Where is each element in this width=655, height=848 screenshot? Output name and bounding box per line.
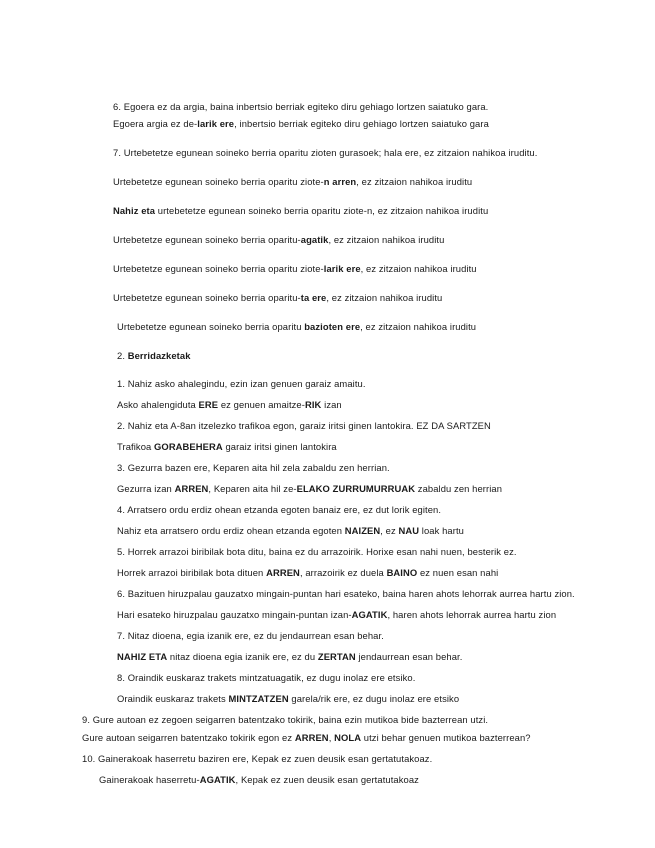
text-line	[113, 118, 489, 130]
text-run: garela/rik ere, ez dugu inolaz ere etsiko	[288, 693, 460, 704]
bold-text: ARREN	[266, 567, 300, 578]
text-run: 5. Horrek arrazoi biribilak bota ditu, baina ez du arrazoirik. Horixe esan nahi nuen, besterik ez.	[117, 546, 517, 557]
bold-text: n arren	[323, 176, 357, 187]
text-run: Urtebetetze egunean soineko berria oparitu-	[113, 234, 301, 245]
text-line	[117, 693, 459, 705]
text-run: Horrek arrazoi biribilak bota dituen	[117, 567, 267, 578]
text-run: , arrazoirik ez duela	[299, 567, 387, 578]
bold-text: ZERTAN	[317, 651, 356, 662]
bold-text: AGATIK	[199, 774, 236, 785]
text-run: , ez zitzaion nahikoa iruditu	[326, 292, 443, 303]
bold-text: NAIZEN	[344, 525, 381, 536]
text-line	[117, 630, 384, 642]
text-line	[117, 609, 556, 621]
text-run: 10. Gainerakoak haserretu baziren ere, Kepak ez zuen deusik esan gertatutakoaz.	[82, 753, 433, 764]
text-run: ,	[328, 732, 335, 743]
bold-text: larik ere	[323, 263, 361, 274]
text-run: Asko ahalengiduta	[117, 399, 199, 410]
text-run: Urtebetetze egunean soineko berria oparitu-	[113, 292, 301, 303]
text-run: 2.	[117, 350, 128, 361]
bold-text: NAU	[398, 525, 420, 536]
text-run: , ez zitzaion nahikoa iruditu	[356, 176, 473, 187]
text-run: 4. Arratsero ordu erdiz ohean etzanda egoten banaiz ere, ez dut lorik egiten.	[117, 504, 442, 515]
text-line	[117, 588, 575, 600]
bold-text: bazioten ere	[304, 321, 361, 332]
text-run: Nahiz eta arratsero ordu erdiz ohean etzanda egoten	[117, 525, 345, 536]
text-run: Gure autoan seigarren batentzako tokirik egon ez	[82, 732, 295, 743]
text-run: ez nuen esan nahi	[417, 567, 499, 578]
text-run: , inbertsio berriak egiteko diru gehiago lortzen saiatuko gara	[234, 118, 489, 129]
text-run: Gainerakoak haserretu-	[99, 774, 200, 785]
text-line	[117, 441, 337, 453]
bold-text: AGATIK	[351, 609, 388, 620]
text-line	[113, 263, 477, 275]
text-run: utzi behar genuen mutikoa bazterrean?	[361, 732, 531, 743]
bold-text: GORABEHERA	[154, 441, 223, 452]
text-run: , ez zitzaion nahikoa iruditu	[360, 321, 477, 332]
text-line	[82, 714, 488, 726]
text-run: 7. Urtebetetze egunean soineko berria oparitu zioten gurasoek; hala ere, ez zitzaion nahikoa iruditu.	[113, 147, 538, 158]
text-line	[117, 546, 517, 558]
text-run: Gezurra izan	[117, 483, 175, 494]
text-run: , Keparen aita hil ze-	[208, 483, 297, 494]
text-run: , ez zitzaion nahikoa iruditu	[360, 263, 477, 274]
text-run: nitaz dioena egia izanik ere, ez du	[167, 651, 318, 662]
bold-text: MINTZATZEN	[228, 693, 289, 704]
bold-text: RIK	[304, 399, 322, 410]
text-run: Urtebetetze egunean soineko berria oparitu ziote-	[113, 176, 324, 187]
text-line	[117, 651, 462, 663]
bold-text: BAINO	[386, 567, 418, 578]
bold-text: NOLA	[334, 732, 362, 743]
text-run: , haren ahots lehorrak aurrea hartu zion	[387, 609, 557, 620]
text-run: 1. Nahiz asko ahalegindu, ezin izan genuen garaiz amaitu.	[117, 378, 366, 389]
text-run: Urtebetetze egunean soineko berria oparitu	[117, 321, 305, 332]
bold-text: Berridazketak	[127, 350, 191, 361]
text-line	[117, 525, 464, 537]
text-line	[113, 292, 442, 304]
text-run: 6. Bazituen hiruzpalau gauzatxo mingain-puntan hari esateko, baina haren ahots lehorrak aurrea hartu zion.	[117, 588, 575, 599]
text-run: garaiz iritsi ginen lantokira	[222, 441, 337, 452]
text-line	[82, 753, 432, 765]
bold-text: larik ere	[197, 118, 235, 129]
text-run: 6. Egoera ez da argia, baina inbertsio berriak egiteko diru gehiago lortzen saiatuko gara.	[113, 101, 489, 112]
bold-text: NAHIZ ETA	[117, 651, 168, 662]
bold-text: ARREN	[294, 732, 329, 743]
text-line	[117, 420, 491, 432]
bold-text: ELAKO ZURRUMURRUAK	[296, 483, 416, 494]
text-run: loak hartu	[419, 525, 464, 536]
text-line	[117, 321, 476, 333]
text-run: Trafikoa	[117, 441, 155, 452]
text-run: 9. Gure autoan ez zegoen seigarren batentzako tokirik, baina ezin mutikoa bide bazterrean utzi.	[82, 714, 489, 725]
bold-text: ERE	[198, 399, 219, 410]
bold-text: ta ere	[300, 292, 327, 303]
text-line	[99, 774, 419, 786]
text-line	[117, 399, 342, 411]
text-line	[113, 176, 472, 188]
bold-text: Nahiz eta	[113, 205, 156, 216]
text-run: , ez zitzaion nahikoa iruditu	[328, 234, 445, 245]
text-run: jendaurrean esan behar.	[355, 651, 463, 662]
text-run: zabaldu zen herrian	[415, 483, 503, 494]
text-line	[113, 101, 488, 113]
text-run: ez genuen amaitze-	[218, 399, 305, 410]
text-line	[117, 378, 366, 390]
text-run: urtebetetze egunean soineko berria oparitu ziote-n, ez zitzaion nahikoa iruditu	[155, 205, 489, 216]
text-run: , ez	[380, 525, 399, 536]
text-line	[113, 234, 444, 246]
text-run: Egoera argia ez de-	[113, 118, 198, 129]
text-run: , Kepak ez zuen deusik esan gertatutakoaz	[235, 774, 419, 785]
text-line	[82, 732, 531, 744]
text-line	[117, 504, 441, 516]
section-heading	[117, 350, 191, 362]
text-line	[117, 567, 498, 579]
text-line	[113, 205, 488, 217]
text-run: Oraindik euskaraz trakets	[117, 693, 229, 704]
text-run: 8. Oraindik euskaraz trakets mintzatuagatik, ez dugu inolaz ere etsiko.	[117, 672, 416, 683]
text-run: 3. Gezurra bazen ere, Keparen aita hil zela zabaldu zen herrian.	[117, 462, 390, 473]
text-run: Urtebetetze egunean soineko berria oparitu ziote-	[113, 263, 324, 274]
bold-text: agatik	[300, 234, 329, 245]
bold-text: ARREN	[174, 483, 209, 494]
text-run: Hari esateko hiruzpalau gauzatxo mingain-puntan izan-	[117, 609, 352, 620]
text-run: izan	[321, 399, 342, 410]
text-line	[117, 672, 415, 684]
text-line	[117, 483, 502, 495]
text-line	[113, 147, 537, 159]
text-run: 2. Nahiz eta A-8an itzelezko trafikoa egon, garaiz iritsi ginen lantokira. EZ DA SARTZEN	[117, 420, 491, 431]
text-run: 7. Nitaz dioena, egia izanik ere, ez du jendaurrean esan behar.	[117, 630, 384, 641]
text-line	[117, 462, 390, 474]
